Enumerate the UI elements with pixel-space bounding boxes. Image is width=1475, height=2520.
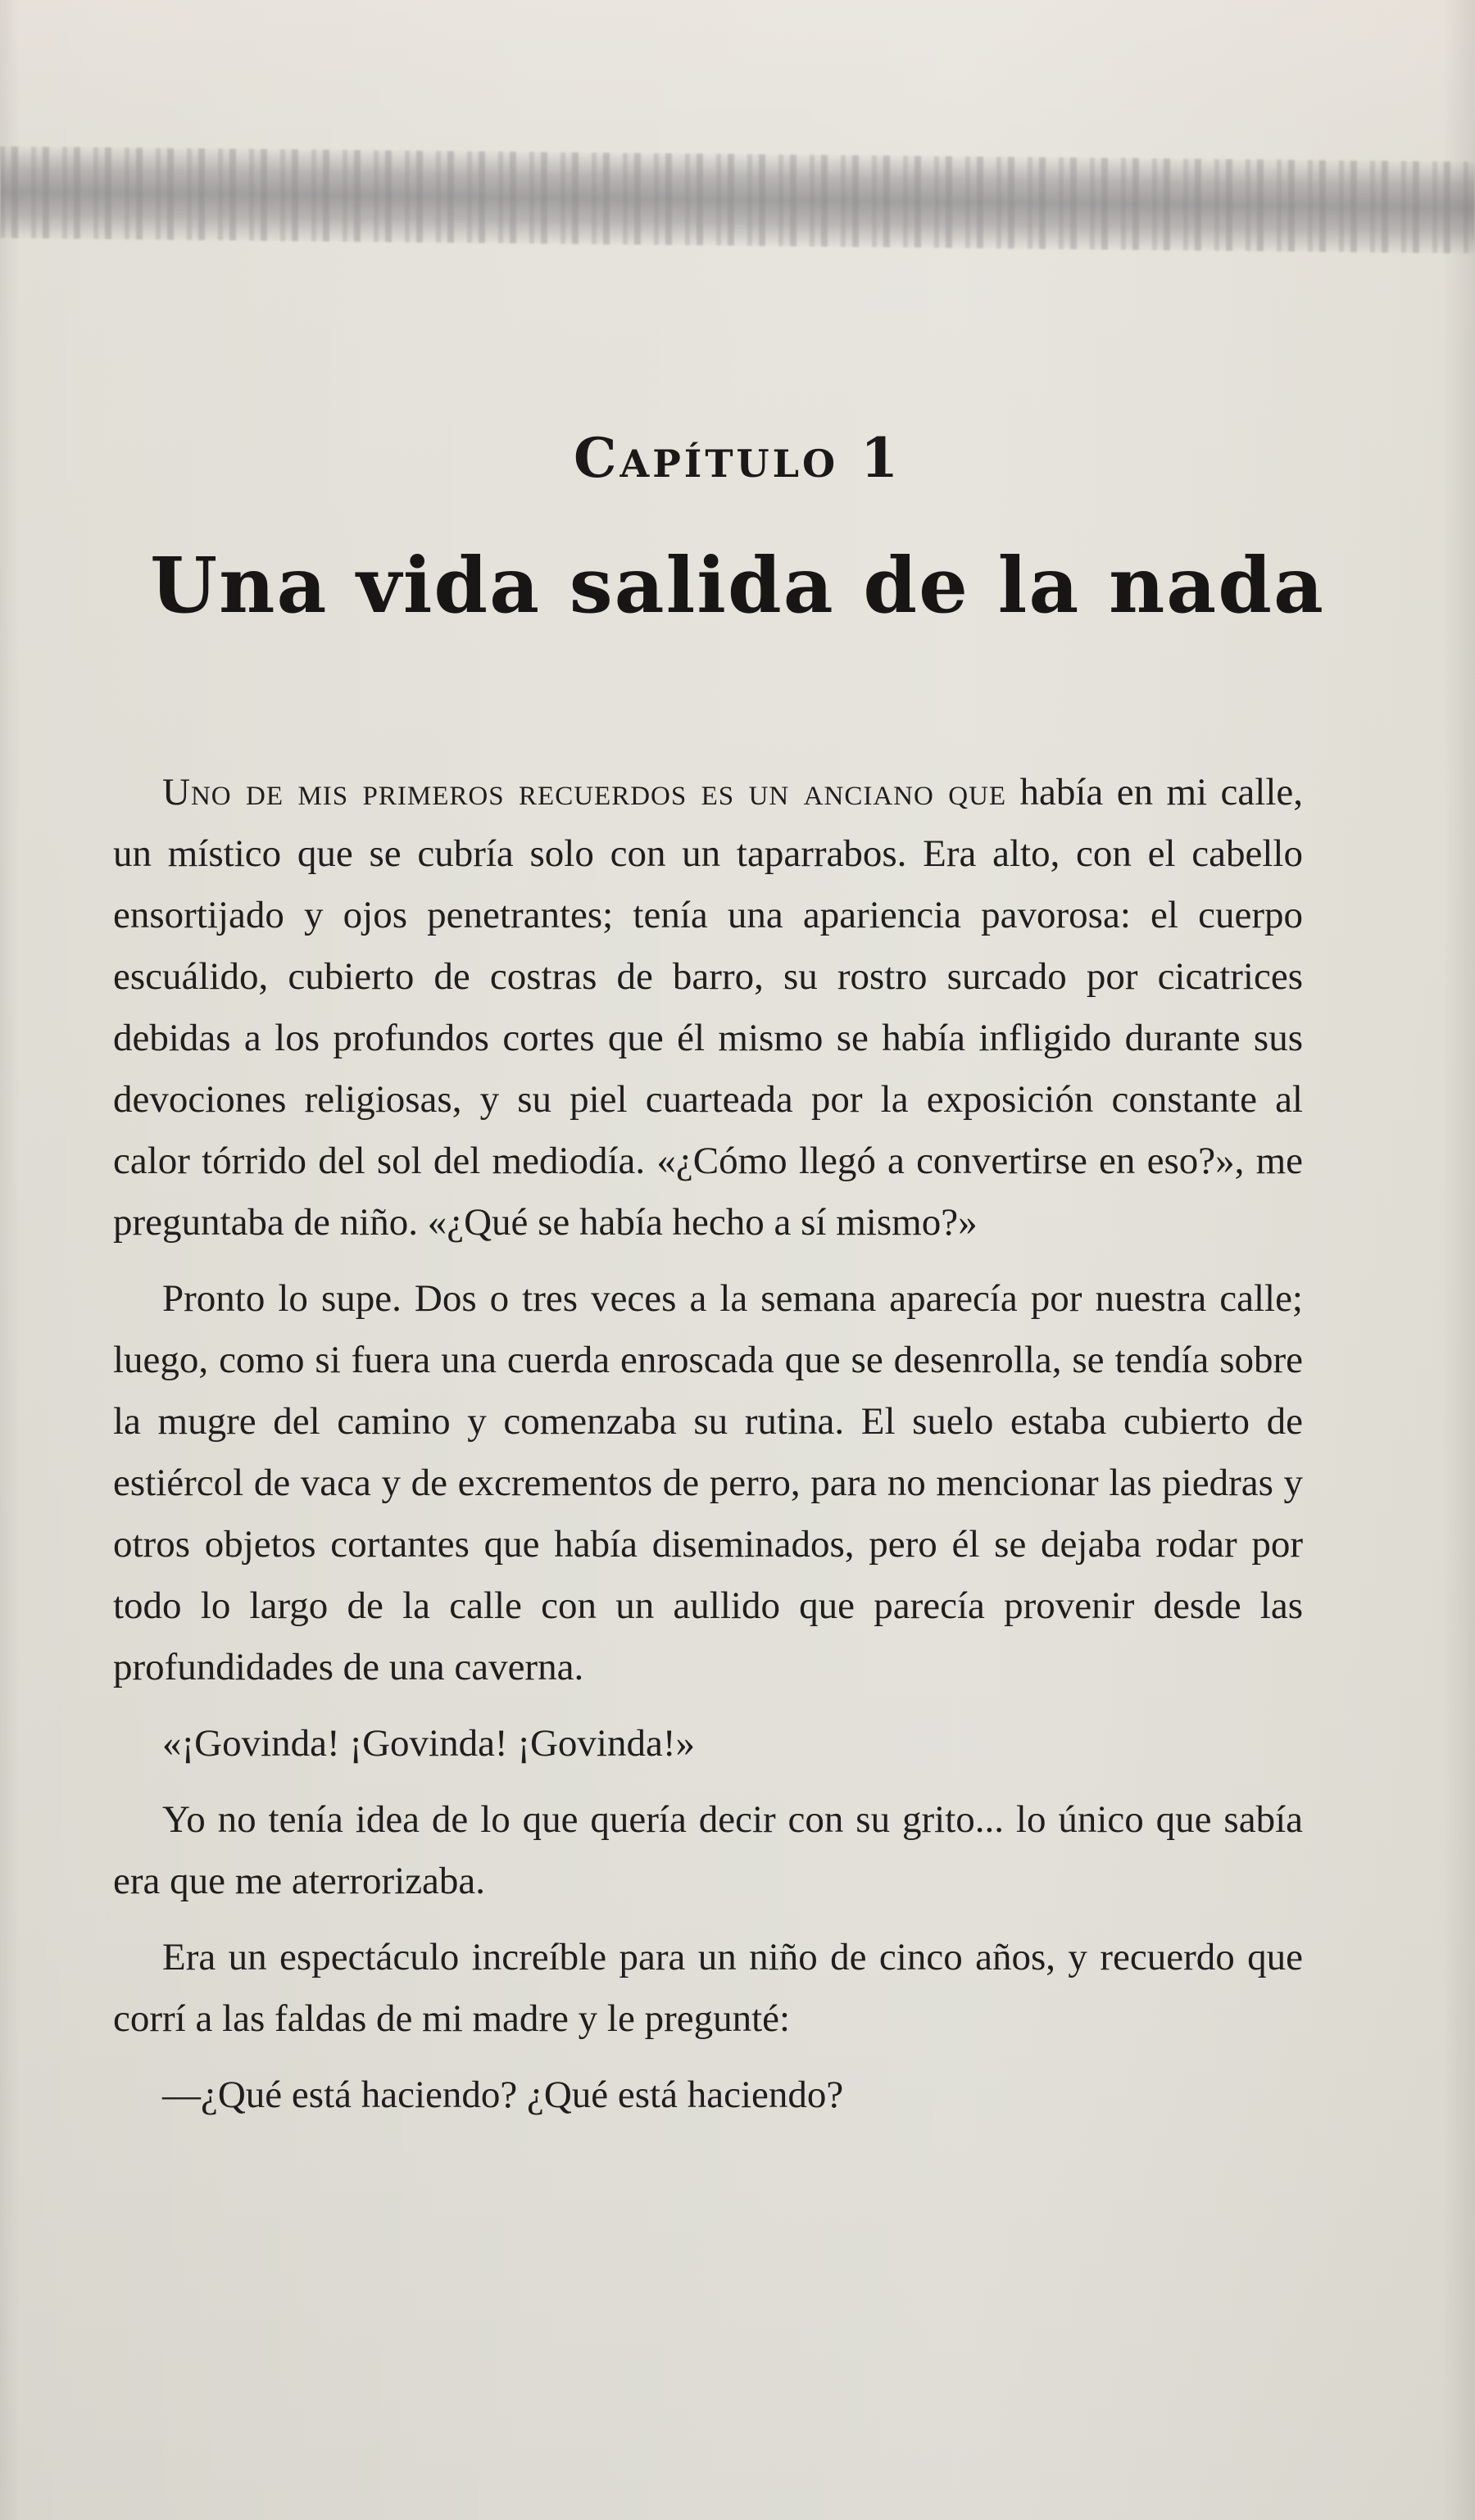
paragraph-1-text: había en mi calle, un místico que se cubría solo con un taparrabos. Era alto, con el cabello ensortijado y ojos penetrantes; tenía una apariencia pavorosa: el cuerpo escuálido, cubierto de costras de barro, su rostro surcado por cicatrices debidas a los profundos cortes que él mismo se había infligido durante sus devociones religiosas, y su piel cuarteada por la exposición constante al calor tórrido del sol del mediodía. «¿Cómo llegó a convertirse en eso?», me preguntaba de niño. «¿Qué se había hecho a sí mismo?» — [113, 771, 1303, 1244]
decorative-banner — [0, 147, 1475, 254]
paragraph-5: Era un espectáculo increíble para un niño de cinco años, y recuerdo que corrí a las faldas de mi madre y le pregunté: — [113, 1936, 1303, 2040]
page-edge-shadow — [0, 0, 20, 2520]
paragraph-1-lead: Uno de mis primeros recuerdos es un anciano que — [162, 771, 1007, 814]
paragraph-2: Pronto lo supe. Dos o tres veces a la semana aparecía por nuestra calle; luego, como si fuera una cuerda enroscada que se desenrolla, se tendía sobre la mugre del camino y comenzaba su rutina. El suelo estaba cubierto de estiércol de vaca y de excrementos de perro, para no mencionar las piedras y otros objetos cortantes que había diseminados, pero él se dejaba rodar por todo lo largo de la calle con un aullido que parecía provenir desde las profundidades de una caverna. — [113, 1277, 1303, 1688]
paragraph-4: Yo no tenía idea de lo que quería decir con su grito... lo único que sabía era que me aterrorizaba. — [113, 1798, 1303, 1902]
chapter-body — [113, 762, 1303, 2141]
paragraph-6: —¿Qué está haciendo? ¿Qué está haciendo? — [162, 2074, 844, 2116]
paragraph-1 — [113, 762, 1303, 1253]
paragraph-3: «¡Govinda! ¡Govinda! ¡Govinda!» — [162, 1722, 695, 1765]
chapter-title: Una vida salida de la nada — [150, 541, 1325, 631]
spine-shadow — [1442, 0, 1475, 2520]
chapter-label: Capítulo 1 — [574, 426, 901, 490]
